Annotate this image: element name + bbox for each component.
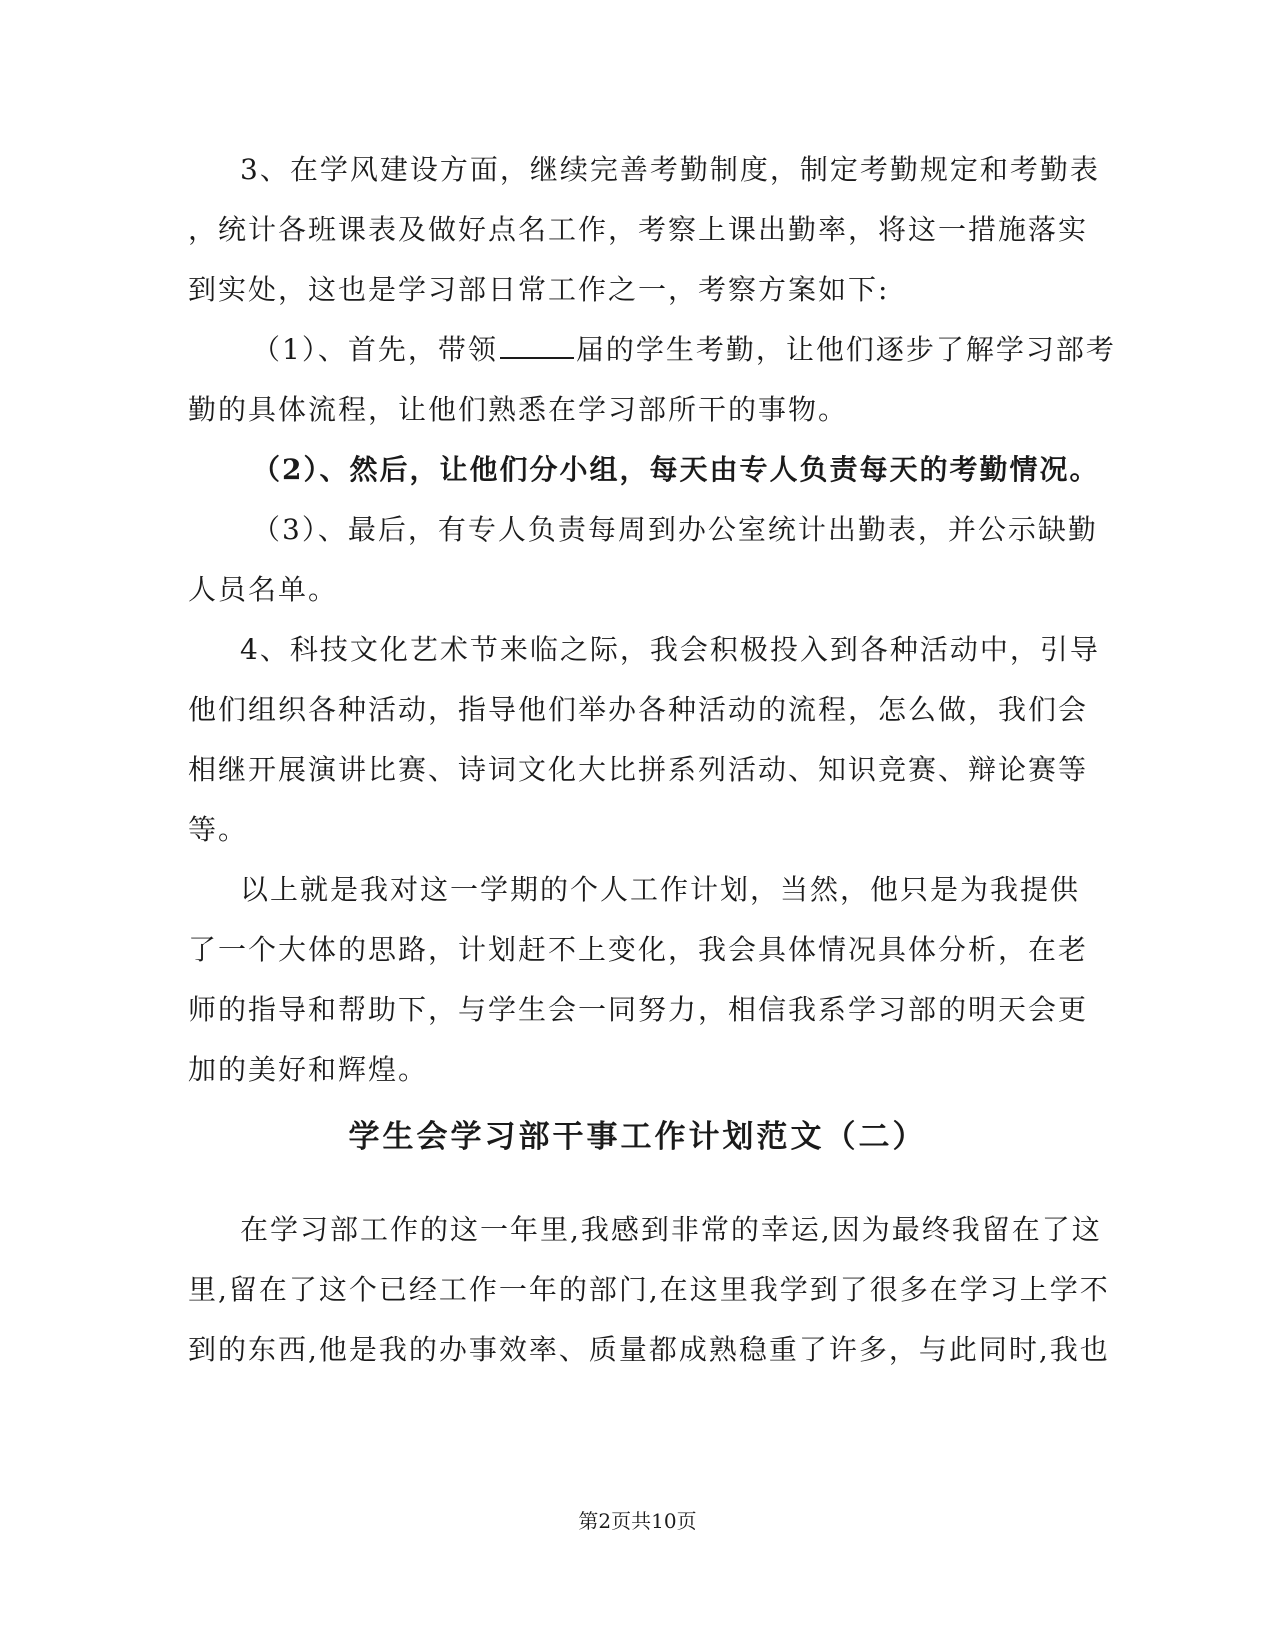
paragraph-line: ，统计各班课表及做好点名工作，考察上课出勤率，将这一措施落实 bbox=[188, 213, 1089, 246]
page-number-footer: 第2页共10页 bbox=[578, 1509, 697, 1533]
paragraph-line: 等。 bbox=[188, 813, 249, 846]
list-item-1-suffix: 届的学生考勤，让他们逐步了解学习部考 bbox=[575, 333, 1116, 366]
paragraph-line: 人员名单。 bbox=[188, 573, 339, 606]
paragraph-line: 勤的具体流程，让他们熟悉在学习部所干的事物。 bbox=[188, 393, 849, 426]
paragraph-line: 在学习部工作的这一年里,我感到非常的幸运,因为最终我留在了这 bbox=[240, 1213, 1102, 1246]
paragraph-line: 加的美好和辉煌。 bbox=[188, 1053, 429, 1086]
paragraph-line: 里,留在了这个已经工作一年的部门,在这里我学到了很多在学习上学不 bbox=[188, 1273, 1110, 1306]
paragraph-line: 相继开展演讲比赛、诗词文化大比拼系列活动、知识竞赛、辩论赛等 bbox=[188, 753, 1089, 786]
paragraph-line: 以上就是我对这一学期的个人工作计划，当然，他只是为我提供 bbox=[240, 873, 1081, 906]
fill-in-blank bbox=[500, 333, 574, 359]
paragraph-line: 4、科技文化艺术节来临之际，我会积极投入到各种活动中，引导 bbox=[240, 633, 1100, 666]
list-item-1-prefix: （1）、首先，带领 bbox=[252, 333, 498, 366]
paragraph-line bbox=[252, 333, 1116, 367]
paragraph-line: 他们组织各种活动，指导他们举办各种活动的流程，怎么做，我们会 bbox=[188, 693, 1089, 726]
paragraph-line: 到实处，这也是学习部日常工作之一，考察方案如下: bbox=[188, 273, 890, 306]
list-item-2: （2）、然后，让他们分小组，每天由专人负责每天的考勤情况。 bbox=[252, 453, 1100, 486]
section-title: 学生会学习部干事工作计划范文（二） bbox=[348, 1119, 927, 1155]
paragraph-line: 到的东西,他是我的办事效率、质量都成熟稳重了许多，与此同时,我也 bbox=[188, 1333, 1110, 1366]
paragraph-line: 3、在学风建设方面，继续完善考勤制度，制定考勤规定和考勤表 bbox=[240, 153, 1100, 186]
paragraph-line: 师的指导和帮助下，与学生会一同努力，相信我系学习部的明天会更 bbox=[188, 993, 1089, 1026]
paragraph-line: （3）、最后，有专人负责每周到办公室统计出勤表，并公示缺勤 bbox=[252, 513, 1098, 546]
paragraph-line: 了一个大体的思路，计划赶不上变化，我会具体情况具体分析，在老 bbox=[188, 933, 1089, 966]
